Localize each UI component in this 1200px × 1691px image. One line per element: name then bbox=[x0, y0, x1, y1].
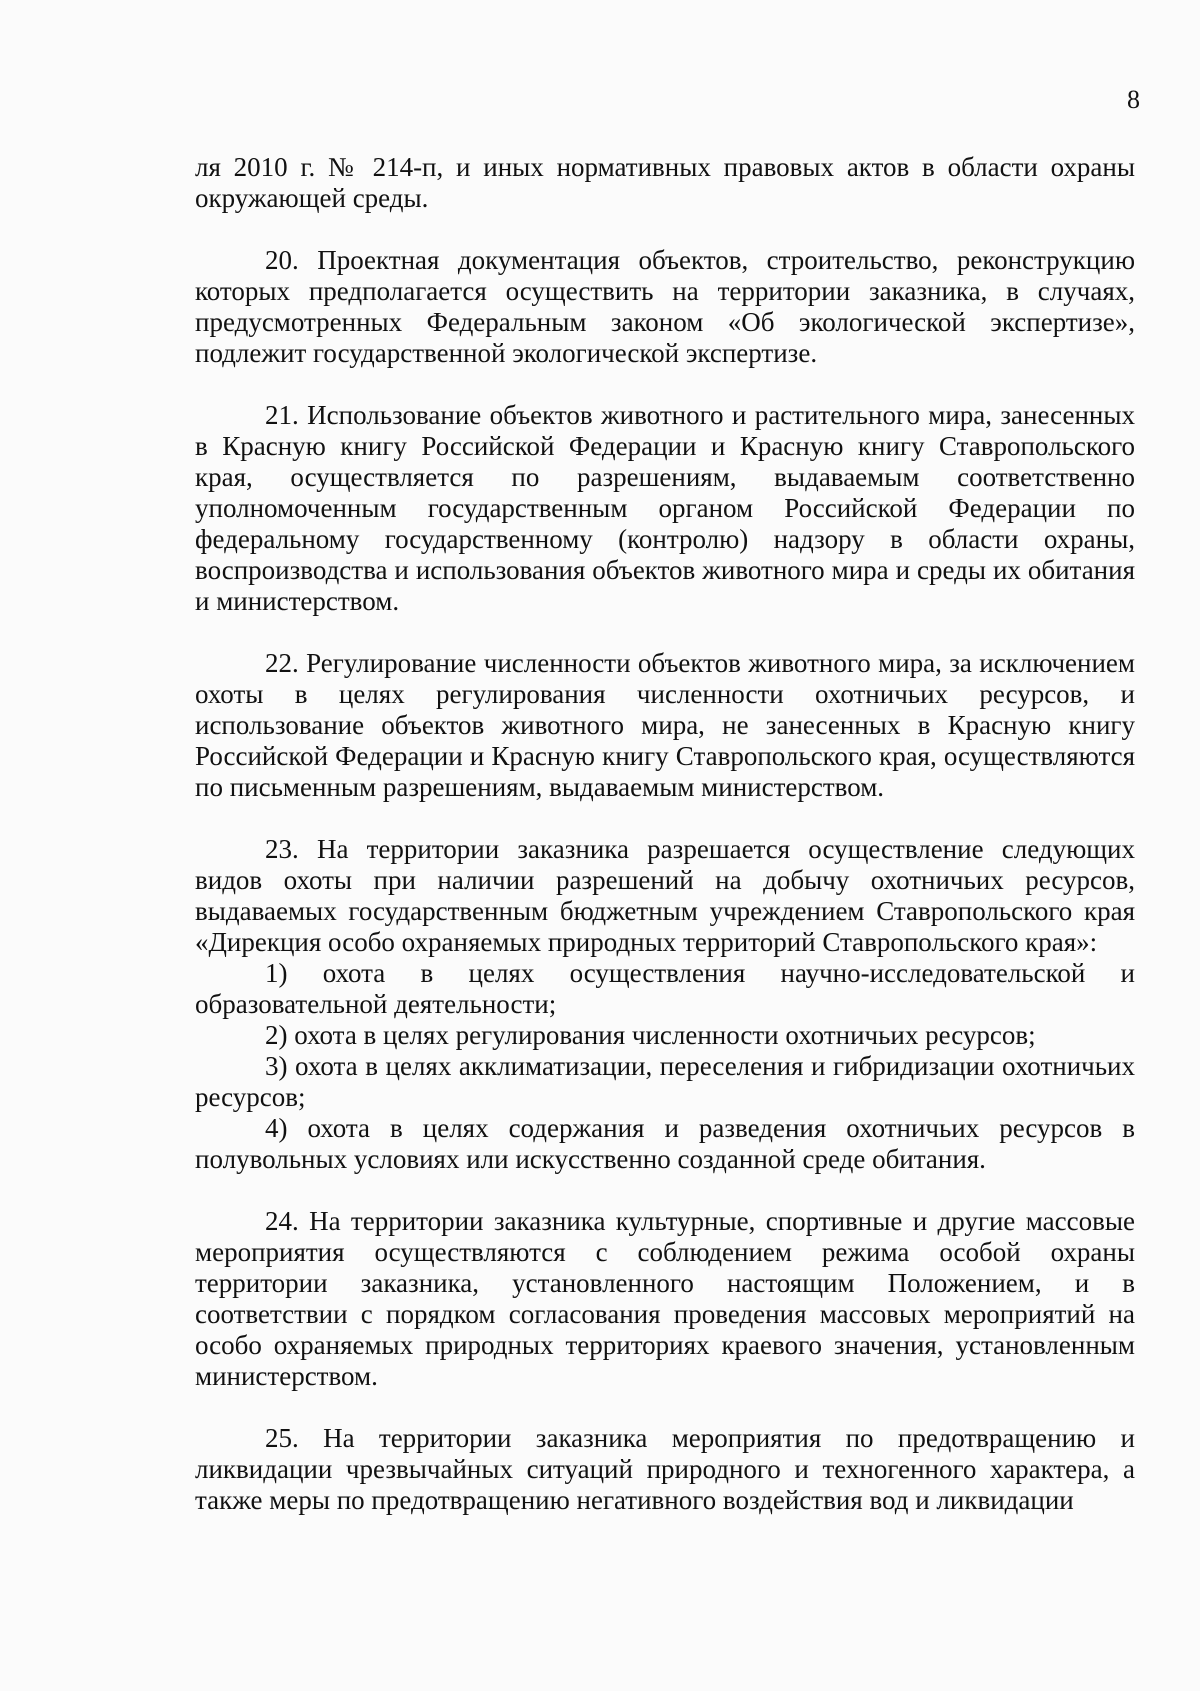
paragraph-continuation: ля 2010 г. № 214-п, и иных нормативных правовых актов в области охраны окружающей среды. bbox=[195, 152, 1135, 213]
paragraph-20: 20. Проектная документация объектов, строительство, реконструкцию которых предполагается осуществить на территории заказника, в случаях, предусмотренных Федеральным законом «Об экологической экспертизе», подлежит государственной экологической экспертизе. bbox=[195, 245, 1135, 368]
paragraph-23-item-1: 1) охота в целях осуществления научно-исследовательской и образовательной деятельности; bbox=[195, 958, 1135, 1019]
paragraph-25: 25. На территории заказника мероприятия по предотвращению и ликвидации чрезвычайных ситуаций природного и техногенного характера, а также меры по предотвращению негативного воздействия вод и ликвидации bbox=[195, 1423, 1135, 1515]
paragraph-24: 24. На территории заказника культурные, спортивные и другие массовые мероприятия осуществляются с соблюдением режима особой охраны территории заказника, установленного настоящим Положением, и в соответствии с порядком согласования проведения массовых мероприятий на особо охраняемых природных территориях краевого значения, установленным министерством. bbox=[195, 1206, 1135, 1391]
page-number: 8 bbox=[1127, 85, 1140, 114]
paragraph-gap bbox=[195, 214, 1135, 245]
paragraph-22: 22. Регулирование численности объектов животного мира, за исключением охоты в целях регулирования численности охотничьих ресурсов, и использование объектов животного мира, не занесенных в Красную книгу Российской Федерации и Красную книгу Ставропольского края, осуществляются по письменным разрешениям, выдаваемым министерством. bbox=[195, 648, 1135, 802]
document-body bbox=[195, 152, 1135, 1516]
paragraph-gap bbox=[195, 1392, 1135, 1423]
paragraph-23-item-2: 2) охота в целях регулирования численности охотничьих ресурсов; bbox=[265, 1020, 1036, 1050]
paragraph-23-item-4: 4) охота в целях содержания и разведения охотничьих ресурсов в полувольных условиях или искусственно созданной среде обитания. bbox=[195, 1113, 1135, 1174]
paragraph-gap bbox=[195, 803, 1135, 834]
paragraph-gap bbox=[195, 369, 1135, 400]
paragraph-23: 23. На территории заказника разрешается осуществление следующих видов охоты при наличии разрешений на добычу охотничьих ресурсов, выдаваемых государственным бюджетным учреждением Ставропольского края «Дирекция особо охраняемых природных территорий Ставропольского края»: bbox=[195, 834, 1135, 957]
paragraph-23-item-3: 3) охота в целях акклиматизации, переселения и гибридизации охотничьих ресурсов; bbox=[195, 1051, 1135, 1112]
paragraph-21: 21. Использование объектов животного и растительного мира, занесенных в Красную книгу Российской Федерации и Красную книгу Ставропольского края, осуществляется по разрешениям, выдаваемым соответственно уполномоченным государственным органом Российской Федерации по федеральному государственному (контролю) надзору в области охраны, воспроизводства и использования объектов животного мира и среды их обитания и министерством. bbox=[195, 400, 1135, 616]
paragraph-gap bbox=[195, 617, 1135, 648]
paragraph-gap bbox=[195, 1175, 1135, 1206]
